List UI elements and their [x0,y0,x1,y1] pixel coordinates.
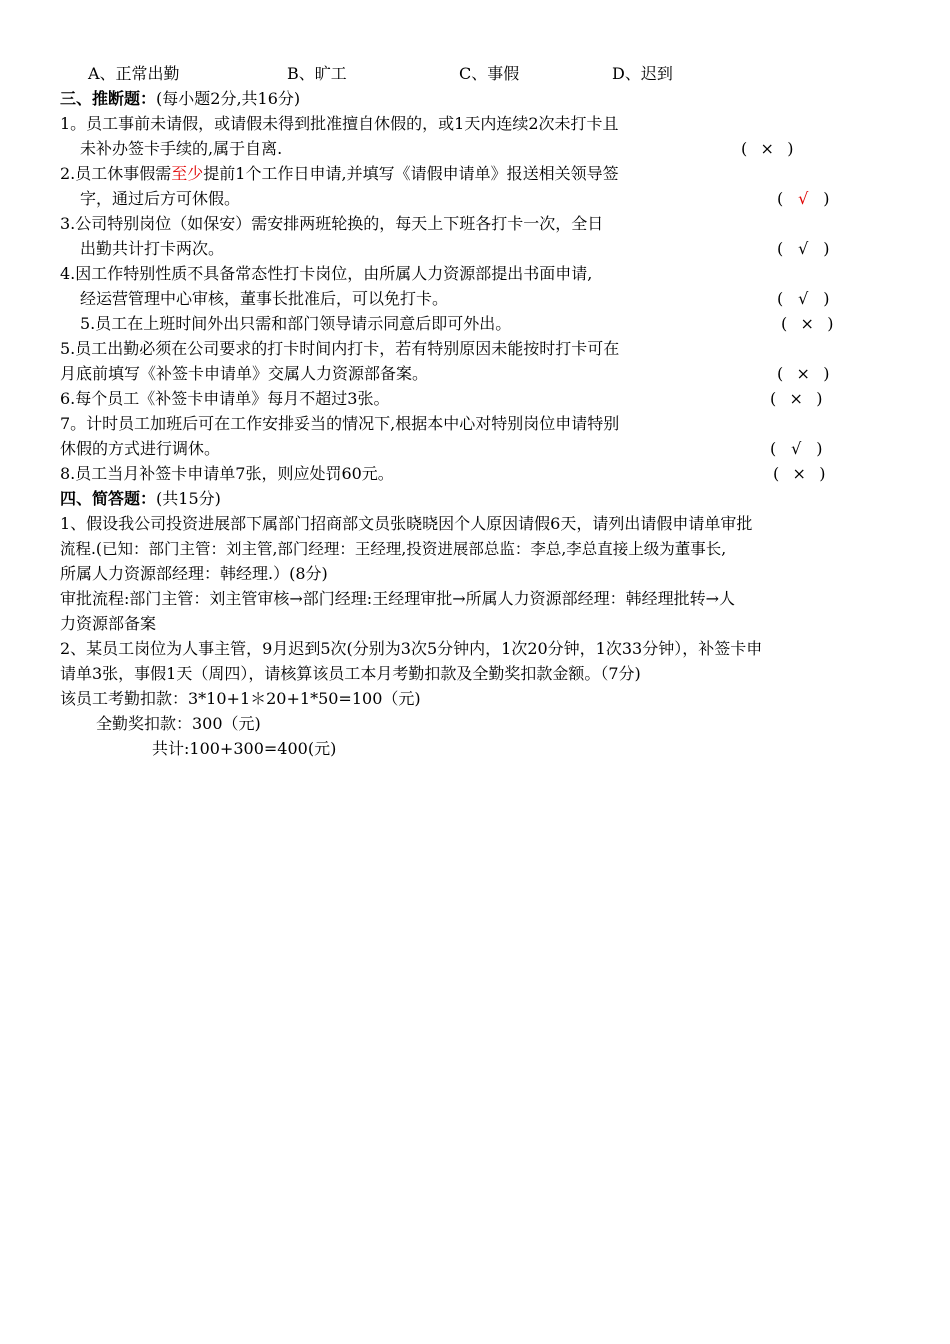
section3-title: 三、推断题： [60,89,157,108]
cross-mark-icon: × [789,389,803,408]
paren-close: ) [787,139,794,158]
paren-close: ) [823,289,830,308]
q4-line2: 经运营管理中心审核，董事长批准后，可以免打卡。 [80,289,449,308]
option-d: D、迟到 [612,64,673,83]
paren-open: ( [777,239,784,258]
paren-close: ) [823,364,830,383]
q2-answer [777,189,830,209]
paren-open: ( [741,139,748,158]
paren-close: ) [827,314,834,333]
q3-line2: 出勤共计打卡两次。 [80,239,225,258]
q7-line2: 休假的方式进行调休。 [60,439,221,458]
section4-score: (共15分) [156,489,221,508]
q5b-answer [777,364,830,384]
q5b-line2: 月底前填写《补签卡申请单》交属人力资源部备案。 [60,364,429,383]
q3-line1: 3.公司特别岗位（如保安）需安排两班轮换的，每天上下班各打卡一次，全日 [60,214,604,233]
paren-close: ) [816,439,823,458]
paren-open: ( [777,189,784,208]
q5a-answer [781,314,834,334]
s4-q1-line2: 流程.(已知：部门主管：刘主管,部门经理：王经理,投资进展部总监：李总,李总直接上级为董事长, [60,540,727,558]
q2-highlight: 至少 [171,164,204,183]
cross-mark-icon: × [800,314,814,333]
option-b: B、旷工 [287,64,347,83]
paren-open: ( [770,389,777,408]
q4-answer [777,289,830,309]
paren-open: ( [777,289,784,308]
q5b-line1: 5.员工出勤必须在公司要求的打卡时间内打卡，若有特别原因未能按时打卡可在 [60,339,620,358]
check-mark-icon: √ [798,189,809,208]
q7-line1: 7。计时员工加班后可在工作安排妥当的情况下,根据本中心对特别岗位申请特别 [60,414,620,433]
paren-close: ) [823,239,830,258]
s4-q2-line1: 2、某员工岗位为人事主管，9月迟到5次(分别为3次5分钟内，1次20分钟，1次33分钟），补签卡申 [60,639,763,658]
check-mark-icon: √ [798,289,809,308]
section4-heading [60,489,221,509]
s4-q2-answer2: 全勤奖扣款：300（元) [96,714,261,733]
option-c: C、事假 [459,64,520,83]
q3-answer [777,239,830,259]
q4-line1: 4.因工作特别性质不具备常态性打卡岗位，由所属人力资源部提出书面申请, [60,264,593,283]
q1-line1: 1。员工事前未请假，或请假未得到批准擅自休假的，或1天内连续2次未打卡且 [60,114,619,133]
q8-answer [773,464,826,484]
paren-open: ( [777,364,784,383]
s4-q1-answer2: 力资源部备案 [60,614,157,633]
s4-q2-line2: 请单3张，事假1天（周四），请核算该员工本月考勤扣款及全勤奖扣款金额。（7分) [60,664,641,683]
section3-heading [60,89,300,109]
q2-text-c: 提前1个工作日申请,并填写《请假申请单》报送相关领导签 [203,164,619,183]
s4-q1-answer1: 审批流程:部门主管：刘主管审核→部门经理:王经理审批→所属人力资源部经理：韩经理批转→人 [60,589,736,608]
cross-mark-icon: × [792,464,806,483]
cross-mark-icon: × [796,364,810,383]
paren-close: ) [816,389,823,408]
check-mark-icon: √ [798,239,809,258]
q2-line2: 字，通过后方可休假。 [80,189,241,208]
q1-answer [741,139,794,159]
q6-line1: 6.每个员工《补签卡申请单》每月不超过3张。 [60,389,390,408]
q2-line1 [60,164,619,184]
q2-text-a: 2.员工休事假需 [60,164,172,183]
check-mark-icon: √ [791,439,802,458]
s4-q2-answer1: 该员工考勤扣款：3*10+1＊20+1*50=100（元) [60,689,421,708]
s4-q2-answer3: 共计:100+300=400(元) [152,739,337,758]
paren-close: ) [823,189,830,208]
s4-q1-line3: 所属人力资源部经理：韩经理.）(8分) [60,564,328,583]
q1-line2: 未补办签卡手续的,属于自离. [80,139,283,158]
paren-open: ( [770,439,777,458]
q6-answer [770,389,823,409]
cross-mark-icon: × [760,139,774,158]
paren-close: ) [819,464,826,483]
q7-answer [770,439,823,459]
section4-title: 四、简答题： [60,489,157,508]
s4-q1-line1: 1、假设我公司投资进展部下属部门招商部文员张晓晓因个人原因请假6天，请列出请假申请单审批 [60,514,753,533]
q5a-line1: 5.员工在上班时间外出只需和部门领导请示同意后即可外出。 [80,314,512,333]
section3-score: (每小题2分,共16分) [156,89,301,108]
q8-line1: 8.员工当月补签卡申请单7张，则应处罚60元。 [60,464,394,483]
option-a: A、正常出勤 [88,64,180,83]
paren-open: ( [773,464,780,483]
paren-open: ( [781,314,788,333]
